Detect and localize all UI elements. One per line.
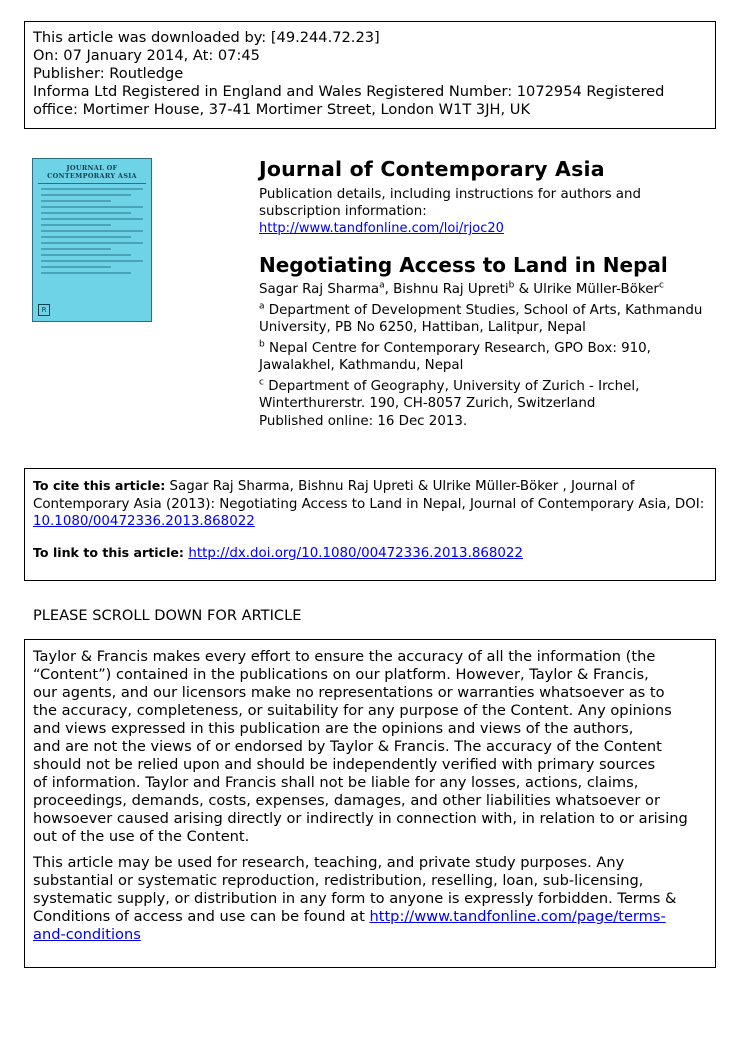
publication-details (259, 186, 719, 237)
citation-line: Sagar Raj Sharma, Bishnu Raj Upreti & Ulrike Müller-Böker , Journal of (165, 479, 635, 494)
cover-title: JOURNAL OF CONTEMPORARY ASIA (47, 164, 137, 180)
download-date: On: 07 January 2014, At: 07:45 (33, 47, 260, 64)
publisher: Publisher: Routledge (33, 65, 184, 82)
affiliation-text: Winterthurerstr. 190, CH-8057 Zurich, Switzerland (259, 396, 596, 411)
terms-paragraph (33, 854, 707, 944)
affiliation-text: Nepal Centre for Contemporary Research, GPO Box: 910, (264, 340, 651, 356)
affiliation-marker: c (259, 377, 264, 388)
affiliation-c (259, 378, 719, 413)
terms-line: This article may be used for research, teaching, and private study purposes. Any (33, 854, 625, 871)
affiliation-text: Department of Development Studies, School of Arts, Kathmandu (264, 302, 703, 318)
affiliation-marker: b (508, 280, 515, 291)
cite-label: To cite this article: (33, 478, 166, 493)
journal-cover-image (32, 158, 152, 322)
details-line: subscription information: (259, 204, 427, 219)
affiliation-marker: c (658, 280, 664, 291)
terms-conditions-link-continued[interactable]: and-conditions (33, 926, 141, 943)
affiliation-marker: a (379, 280, 385, 291)
article-link-line (33, 544, 707, 563)
registration-line: Informa Ltd Registered in England and Wales Registered Number: 1072954 Registered (33, 83, 665, 100)
disclaimer-line: our agents, and our licensors make no representations or warranties whatsoever as to (33, 684, 665, 701)
disclaimer-line: should not be relied upon and should be independently verified with primary sources (33, 756, 656, 773)
published-date: Published online: 16 Dec 2013. (259, 413, 468, 429)
affiliation-b (259, 340, 719, 375)
disclaimer-line: out of the use of the Content. (33, 828, 250, 845)
author-name: , Bishnu Raj Upreti (384, 282, 509, 297)
terms-line: substantial or systematic reproduction, redistribution, reselling, loan, sub-licensing, (33, 872, 644, 889)
details-line: Publication details, including instructions for authors and (259, 187, 641, 202)
article-info (259, 252, 719, 430)
article-doi-url-link[interactable]: http://dx.doi.org/10.1080/00472336.2013.868022 (188, 545, 523, 561)
disclaimer-line: Taylor & Francis makes every effort to ensure the accuracy of all the information (the (33, 648, 656, 665)
office-address: office: Mortimer House, 37-41 Mortimer Street, London W1T 3JH, UK (33, 101, 531, 118)
journal-url-link[interactable]: http://www.tandfonline.com/loi/rjoc20 (259, 221, 504, 236)
journal-info (259, 156, 719, 237)
disclaimer-box (24, 639, 716, 968)
author-name: Sagar Raj Sharma (259, 282, 380, 297)
disclaimer-line: of information. Taylor and Francis shall not be liable for any losses, actions, claims, (33, 774, 639, 791)
disclaimer-line: and are not the views of or endorsed by Taylor & Francis. The accuracy of the Content (33, 738, 662, 755)
affiliation-text: Department of Geography, University of Zurich - Irchel, (263, 378, 640, 394)
affiliation-marker: b (259, 339, 265, 350)
citation-text (33, 477, 707, 531)
terms-line: systematic supply, or distribution in any form to anyone is expressly forbidden. Terms & (33, 890, 677, 907)
downloaded-by: This article was downloaded by: [49.244.72.23] (33, 29, 380, 46)
routledge-logo-icon: R (38, 304, 50, 316)
disclaimer-line: “Content”) contained in the publications on our platform. However, Taylor & Francis, (33, 666, 649, 683)
disclaimer-line: proceedings, demands, costs, expenses, damages, and other liabilities whatsoever or (33, 792, 660, 809)
link-label: To link to this article: (33, 544, 189, 560)
affiliation-marker: a (259, 301, 265, 312)
download-info-box (24, 21, 716, 129)
authors (259, 281, 719, 299)
terms-line: Conditions of access and use can be found at (33, 908, 370, 925)
journal-title: Journal of Contemporary Asia (259, 157, 605, 181)
article-title: Negotiating Access to Land in Nepal (259, 253, 668, 277)
scroll-notice: PLEASE SCROLL DOWN FOR ARTICLE (33, 607, 302, 624)
author-name: & Ulrike Müller-Böker (514, 282, 659, 297)
affiliation-a (259, 302, 719, 337)
affiliation-text: Jawalakhel, Kathmandu, Nepal (259, 358, 464, 373)
citation-box (24, 468, 716, 581)
disclaimer-paragraph (33, 648, 707, 846)
terms-conditions-link[interactable]: http://www.tandfonline.com/page/terms- (369, 908, 666, 925)
disclaimer-line: howsoever caused arising directly or indirectly in connection with, in relation to or arising (33, 810, 688, 827)
disclaimer-line: the accuracy, completeness, or suitability for any purpose of the Content. Any opinions (33, 702, 672, 719)
doi-link[interactable]: 10.1080/00472336.2013.868022 (33, 514, 255, 529)
affiliation-text: University, PB No 6250, Hattiban, Lalitpur, Nepal (259, 320, 586, 335)
citation-line: Contemporary Asia (2013): Negotiating Access to Land in Nepal, Journal of Contemporary Asia, DOI: (33, 496, 705, 512)
disclaimer-line: and views expressed in this publication are the opinions and views of the authors, (33, 720, 634, 737)
